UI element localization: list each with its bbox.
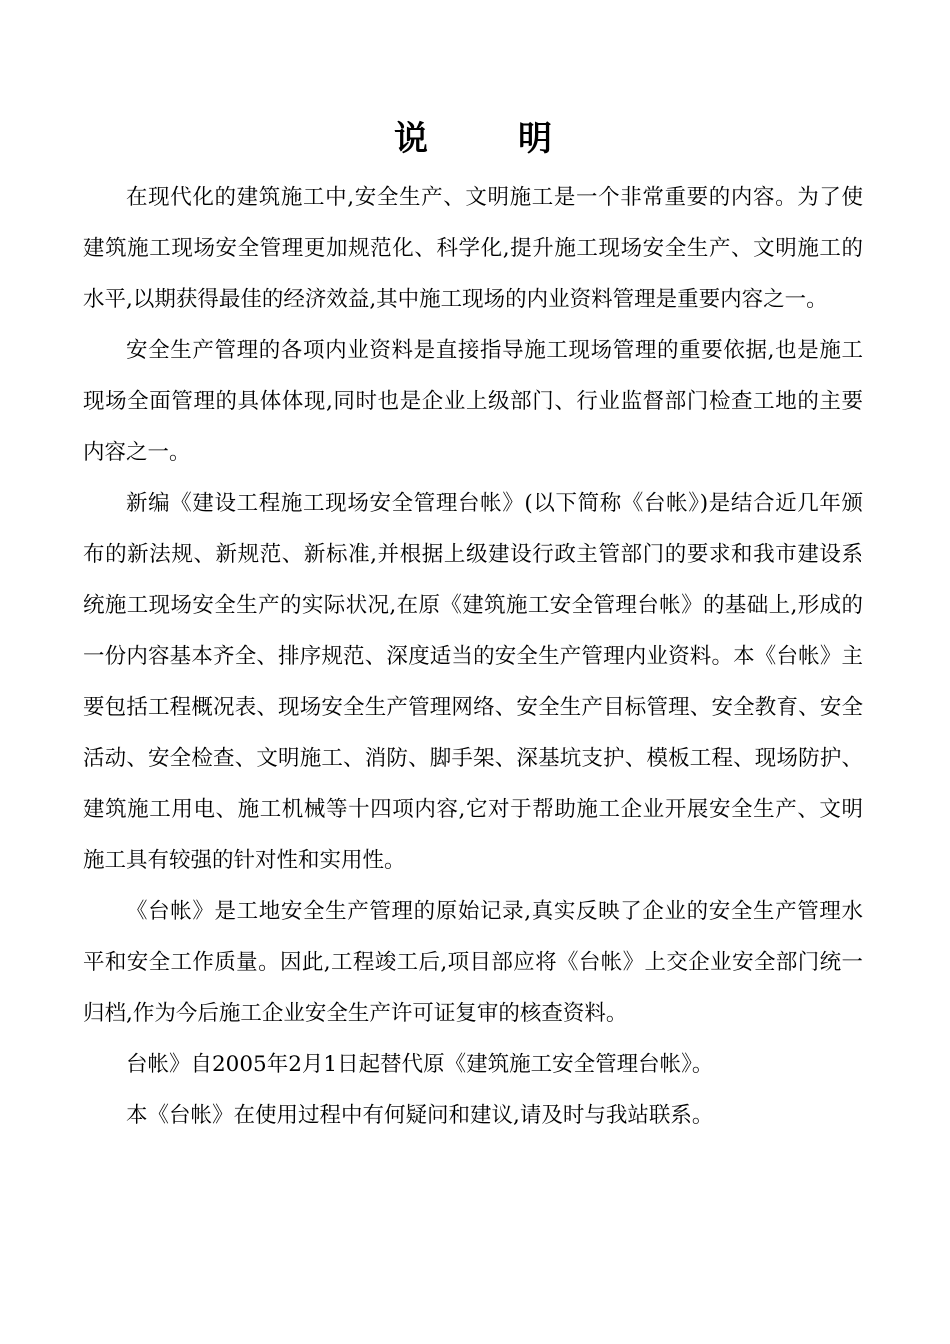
paragraph-archive: 《台帐》是工地安全生产管理的原始记录,真实反映了企业的安全生产管理水平和安全工作质量。因此,工程竣工后,项目部应将《台帐》上交企业安全部门统一归档,作为今后施工企业安全生产许可证复审的核查资料。 bbox=[83, 899, 863, 1026]
page-title: 说明 bbox=[394, 119, 642, 159]
paragraph-effective-date: 台帐》自2005年2月1日起替代原《建筑施工安全管理台帐》。 bbox=[126, 1052, 714, 1077]
paragraph-records: 安全生产管理的各项内业资料是直接指导施工现场管理的重要依据,也是施工现场全面管理的具体体现,同时也是企业上级部门、行业监督部门检查工地的主要内容之一。 bbox=[83, 338, 863, 465]
document-page bbox=[83, 112, 863, 1141]
paragraph-intro: 在现代化的建筑施工中,安全生产、文明施工是一个非常重要的内容。为了使建筑施工现场安全管理更加规范化、科学化,提升施工现场安全生产、文明施工的水平,以期获得最佳的经济效益,其中施工现场的内业资料管理是重要内容之一。 bbox=[83, 185, 863, 312]
paragraph-new-ledger: 新编《建设工程施工现场安全管理台帐》(以下简称《台帐》)是结合近几年颁布的新法规、新规范、新标准,并根据上级建设行政主管部门的要求和我市建设系统施工现场安全生产的实际状况,在原《建筑施工安全管理台帐》的基础上,形成的一份内容基本齐全、排序规范、深度适当的安全生产管理内业资料。本《台帐》主要包括工程概况表、现场安全生产管理网络、安全生产目标管理、安全教育、安全活动、安全检查、文明施工、消防、脚手架、深基坑支护、模板工程、现场防护、建筑施工用电、施工机械等十四项内容,它对于帮助施工企业开展安全生产、文明施工具有较强的针对性和实用性。 bbox=[83, 491, 863, 873]
paragraph-contact: 本《台帐》在使用过程中有何疑问和建议,请及时与我站联系。 bbox=[126, 1103, 714, 1128]
